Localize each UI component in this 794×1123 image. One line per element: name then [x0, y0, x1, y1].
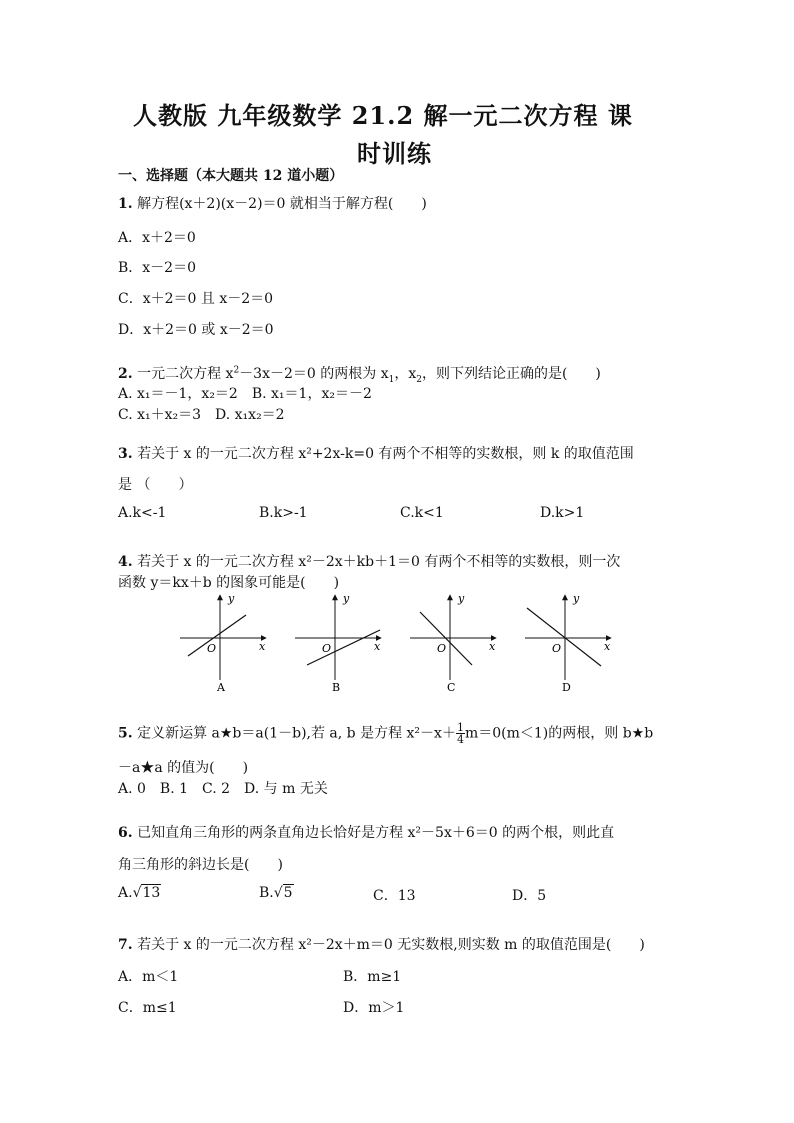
q4-d-x-label: x [604, 640, 611, 653]
q4-b-label: B [332, 681, 341, 694]
question-4-stem: 若关于 x 的一元二次方程 x²－2x＋kb＋1＝0 有两个不相等的实数根，则一次 [137, 554, 621, 570]
q1-option-b: B．x－2＝0 [118, 260, 196, 276]
question-4-number: 4. [118, 554, 133, 570]
q3-option-b: B.k>-1 [259, 505, 308, 521]
q7-option-a: A．m＜1 [118, 969, 179, 985]
question-2-stem-a: 一元二次方程 x [137, 366, 234, 382]
question-6 [118, 822, 614, 842]
sqrt-icon: √ [273, 885, 283, 901]
question-5 [118, 722, 653, 745]
q7-option-c: C．m≤1 [118, 1000, 177, 1016]
question-6-stem-line-2: 角三角形的斜边长是( ) [118, 857, 283, 873]
question-3-number: 3. [118, 446, 133, 462]
q2-options-line-1: A. x₁＝－1，x₂＝2 B. x₁＝1，x₂＝－2 [118, 386, 372, 402]
question-5-stem-a: 定义新运算 a★b＝a(1－b),若 a, b 是方程 x²－x＋ [137, 725, 456, 742]
question-2: 2. 一元二次方程 $x^2-3x-2=0$ 的两根为 $x_1$，$x_2$，则下列结论正确的是( ) [118, 365, 601, 385]
q1-option-d: D．x＋2＝0 或 x－2＝0 [118, 322, 274, 338]
q1-option-a: A．x＋2＝0 [118, 230, 196, 246]
q2-options-line-2: C. x₁＋x₂＝3 D. x₁x₂＝2 [118, 407, 285, 423]
title-line-1: 人教版 九年级数学 21.2 解一元二次方程 课 [133, 101, 633, 130]
q7-option-b: B．m≥1 [343, 969, 402, 985]
question-6-number: 6. [118, 825, 133, 841]
question-5-stem-line-2: －a★a 的值为( ) [118, 760, 249, 776]
q4-graphs [170, 590, 630, 695]
sqrt-icon: √ [132, 885, 142, 901]
q4-c-x-label: x [489, 640, 496, 653]
q4-b-origin-label: O [322, 642, 332, 655]
q3-option-d: D.k>1 [540, 505, 585, 521]
question-4-stem-line-2: 函数 y＝kx＋b 的图象可能是( ) [118, 575, 340, 591]
section-heading: 一、选择题（本大题共 12 道小题） [118, 168, 344, 184]
question-3-stem-line-2: 是 （ ） [118, 477, 193, 493]
q6-option-d: D．5 [512, 888, 547, 904]
question-2-stem-b: －3x－2＝0 的两根为 x [239, 366, 389, 382]
question-4 [118, 551, 620, 571]
q4-d-label: D [562, 681, 571, 694]
q4-graph-c [410, 592, 496, 694]
q4-d-y-label: y [573, 592, 580, 605]
q4-a-origin-label: O [207, 642, 217, 655]
q6-option-a-radicand: 13 [142, 885, 161, 901]
q6-option-a [118, 885, 161, 901]
q7-option-d: D．m＞1 [343, 1000, 405, 1016]
q6-option-a-prefix: A. [118, 885, 133, 901]
question-1-number: 1. [118, 196, 133, 212]
q4-a-x-label: x [259, 640, 266, 653]
q6-option-b [259, 885, 294, 901]
question-5-stem-b: m＝0(m＜1)的两根，则 b★b [464, 725, 654, 742]
question-2-stem-d: ，则下列结论正确的是( ) [421, 366, 601, 382]
q4-graph-d [525, 592, 611, 694]
q4-c-y-label: y [458, 592, 465, 605]
q5-fraction-denominator: 4 [456, 733, 464, 746]
question-7 [118, 934, 645, 954]
question-1-stem: 解方程(x＋2)(x－2)＝0 就相当于解方程( ) [137, 196, 427, 212]
question-3 [118, 443, 634, 463]
q1-option-c: C．x＋2＝0 且 x－2＝0 [118, 291, 274, 307]
q4-d-origin-label: O [552, 642, 562, 655]
q4-c-origin-label: O [437, 642, 447, 655]
q4-b-x-label: x [374, 640, 381, 653]
question-7-stem: 若关于 x 的一元二次方程 x²－2x＋m＝0 无实数根,则实数 m 的取值范围是( ) [137, 937, 645, 953]
q5-options: A. 0 B. 1 C. 2 D. 与 m 无关 [118, 781, 328, 797]
q3-option-a: A.k<-1 [118, 505, 167, 521]
q6-option-b-prefix: B. [259, 885, 274, 901]
q4-graph-b [295, 592, 381, 694]
question-6-stem: 已知直角三角形的两条直角边长恰好是方程 x²－5x＋6＝0 的两个根，则此直 [137, 825, 615, 841]
question-5-number: 5. [118, 725, 133, 742]
question-2-stem-c: ，x [394, 366, 417, 382]
q5-fraction [456, 722, 465, 745]
q3-option-c: C.k<1 [400, 505, 444, 521]
q4-b-y-label: y [343, 592, 350, 605]
question-2-number: 2. [118, 366, 133, 382]
question-3-stem: 若关于 x 的一元二次方程 x²+2x-k=0 有两个不相等的实数根，则 k 的取值范围 [137, 446, 634, 462]
q5-fraction-numerator: 1 [456, 721, 464, 734]
q4-c-label: C [447, 681, 456, 694]
title-line-2: 时训练 [357, 139, 432, 168]
question-1 [118, 193, 427, 213]
q4-graph-a [180, 592, 266, 694]
q4-a-label: A [217, 681, 225, 694]
q6-option-b-radicand: 5 [283, 885, 293, 901]
question-7-number: 7. [118, 937, 133, 953]
q4-a-y-label: y [228, 592, 235, 605]
q6-option-c: C．13 [373, 888, 416, 904]
